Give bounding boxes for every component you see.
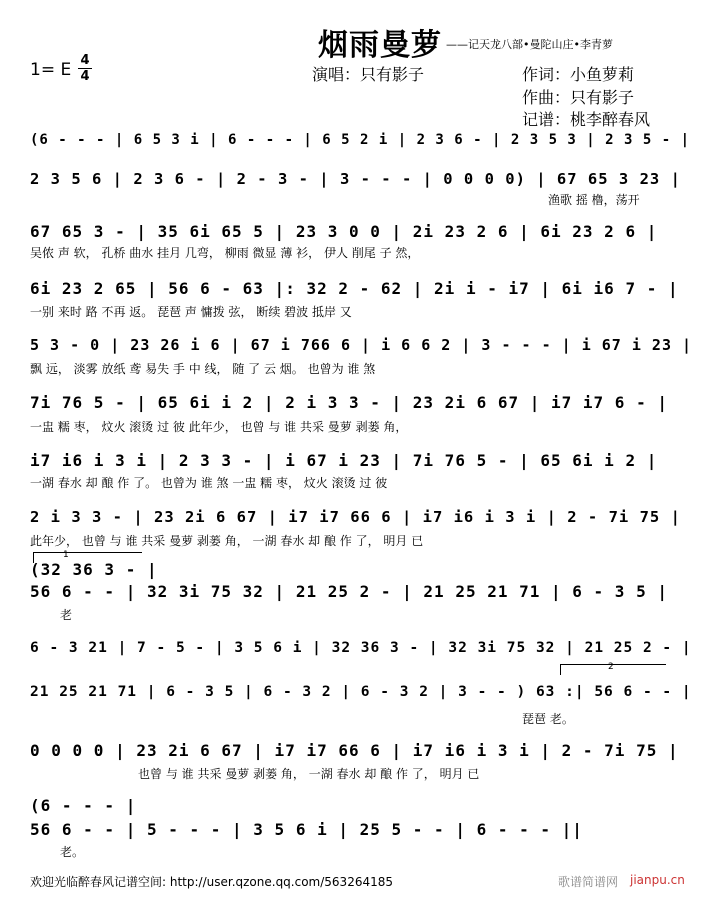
time-signature xyxy=(78,54,92,83)
score-line-12: 21 25 21 71 | 6 - 3 5 | 6 - 3 2 | 6 - 3 2 | 3 - - ) 63 :| 56 6 - - | xyxy=(30,684,692,700)
score-line-4: 6i 23 2 65 | 56 6 - 63 |: 32 2 - 62 | 2i i - i7 | 6i i6 7 - | xyxy=(30,279,679,298)
lyric-line-6: 一盅 糯 枣， 炆火 滚烫 过 彼 此年少， 也曾 与 谁 共采 曼萝 剥蒌 角， xyxy=(30,420,408,434)
lyric-line-13: 也曾 与 谁 共采 曼萝 剥蒌 角， 一湖 春水 却 酿 作 了， 明月 已 xyxy=(138,767,480,781)
key-signature: 1= E xyxy=(30,60,72,80)
singer-credit: 演唱：只有影子 xyxy=(312,65,425,84)
lyric-line-3: 吴侬 声 软， 孔桥 曲水 挂月 几弯， 柳雨 微显 薄 衫， 伊人 削尾 子 然， xyxy=(30,246,420,260)
volta-second-number: 2 xyxy=(608,662,614,672)
score-line-14: (6 - - - | xyxy=(30,796,137,815)
song-title: 烟雨曼萝 xyxy=(318,28,442,63)
score-line-5: 5 3 - 0 | 23 26 i 6 | 67 i 766 6 | i 6 6 2 | 3 - - - | i 67 i 23 | xyxy=(30,336,693,354)
score-line-3: 67 65 3 - | 35 6i 65 5 | 23 3 0 0 | 2i 23 2 6 | 6i 23 2 6 | xyxy=(30,222,658,241)
lyric-line-8: 此年少， 也曾 与 谁 共采 曼萝 剥蒌 角， 一湖 春水 却 酿 作 了， 明月 已 xyxy=(30,534,424,548)
lyric-line-15: 老。 xyxy=(60,845,85,859)
composer-credit: 作曲：只有影子 xyxy=(522,88,635,107)
watermark-site: jianpu.cn xyxy=(630,873,685,887)
score-line-7: i7 i6 i 3 i | 2 3 3 - | i 67 i 23 | 7i 76 5 - | 65 6i i 2 | xyxy=(30,451,658,470)
lyric-line-7: 一湖 春水 却 酿 作 了。 也曾为 谁 煞 一盅 糯 枣， 炆火 滚烫 过 彼 xyxy=(30,476,388,490)
lyric-line-10: 老 xyxy=(60,608,73,622)
score-line-11: 6 - 3 21 | 7 - 5 - | 3 5 6 i | 32 36 3 - | 32 3i 75 32 | 21 25 2 - | xyxy=(30,640,692,656)
arranger-credit: 记谱：桃李醉春风 xyxy=(522,110,651,129)
score-line-13: 0 0 0 0 | 23 2i 6 67 | i7 i7 66 6 | i7 i6 i 3 i | 2 - 7i 75 | xyxy=(30,741,679,760)
score-line-9: (32 36 3 - | xyxy=(30,560,158,579)
lyric-line-5: 飘 远， 淡雾 放纸 鸢 易失 手 中 线， 随 了 云 烟。 也曾为 谁 煞 xyxy=(30,362,376,376)
score-line-10: 56 6 - - | 32 3i 75 32 | 21 25 2 - | 21 25 21 71 | 6 - 3 5 | xyxy=(30,582,668,601)
time-signature-top: 4 xyxy=(80,53,90,68)
lyricist-credit: 作词：小鱼萝莉 xyxy=(522,65,635,84)
score-line-6: 7i 76 5 - | 65 6i i 2 | 2 i 3 3 - | 23 2i 6 67 | i7 i7 6 - | xyxy=(30,393,668,412)
lyric-line-12: 琵琶 老。 xyxy=(522,712,574,726)
watermark-text: 歌谱简谱网 xyxy=(558,875,619,889)
score-line-8: 2 i 3 3 - | 23 2i 6 67 | i7 i7 66 6 | i7 i6 i 3 i | 2 - 7i 75 | xyxy=(30,508,681,526)
footer-text: 欢迎光临醉春风记谱空间: http://user.qzone.qq.com/563264185 xyxy=(30,875,394,889)
score-line-15: 56 6 - - | 5 - - - | 3 5 6 i | 25 5 - - | 6 - - - || xyxy=(30,820,583,839)
time-signature-bottom: 4 xyxy=(80,69,90,84)
lyric-line-2: 渔歌 摇 橹，荡开 xyxy=(548,193,640,207)
score-line-2: 2 3 5 6 | 2 3 6 - | 2 - 3 - | 3 - - - | 0 0 0 0) | 67 65 3 23 | xyxy=(30,170,681,188)
lyric-line-4: 一别 来时 路 不再 返。 琵琶 声 慵拨 弦， 断续 碧波 抵岸 又 xyxy=(30,305,352,319)
score-line-1: (6 - - - | 6 5 3 i | 6 - - - | 6 5 2 i | 2 3 6 - | 2 3 5 3 | 2 3 5 - | xyxy=(30,132,691,148)
song-subtitle: ——记天龙八部•曼陀山庄•李青萝 xyxy=(446,38,613,51)
volta-first-number: 1 xyxy=(63,550,69,560)
